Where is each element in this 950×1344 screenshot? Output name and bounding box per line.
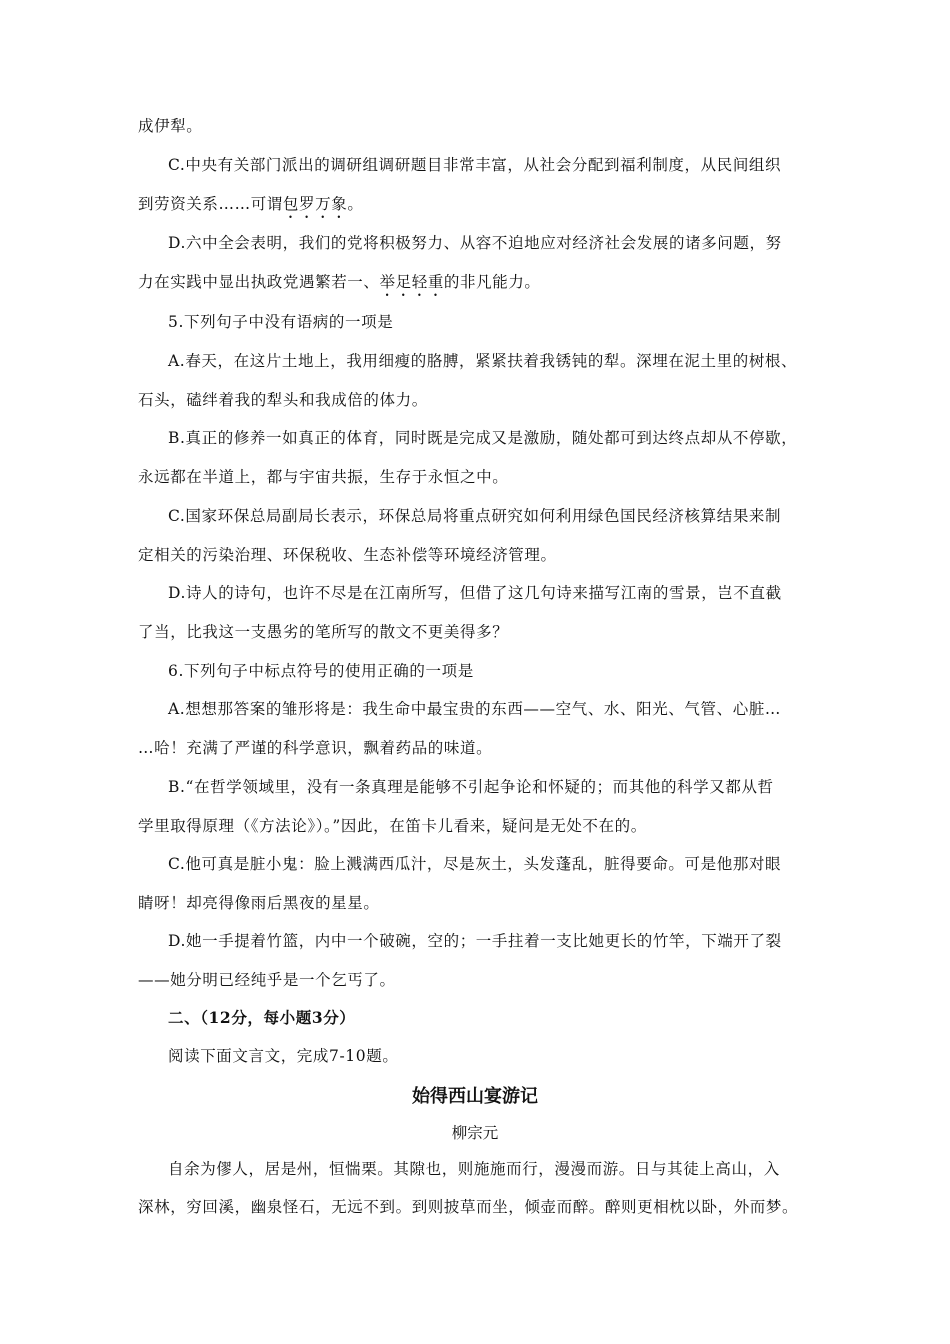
text-span: 。 [347,195,364,213]
text-line: 成伊犁。 [138,117,203,135]
option-5b-line1: B.真正的修养一如真正的体育，同时既是完成又是激励，随处都可到达终点却从不停歇， [168,429,798,447]
emphasized-idiom: 包罗万象 [282,195,348,213]
option-5a-line2: 石头，磕绊着我的犁头和我成倍的体力。 [138,391,428,409]
passage-title: 始得西山宴游记 [412,1086,538,1107]
option-4c-line2 [138,194,818,222]
option-6c-line2: 睛呀！却亮得像雨后黑夜的星星。 [138,894,380,912]
option-5a-line1: A.春天，在这片土地上，我用细瘦的胳膊，紧紧扶着我锈钝的犁。深埋在泥土里的树根、 [168,352,798,370]
option-5c-line2: 定相关的污染治理、环保税收、生态补偿等环境经济管理。 [138,546,557,564]
option-5d-line2: 了当，比我这一支愚劣的笔所写的散文不更美得多？ [138,623,509,641]
option-6b-line2: 学里取得原理（《方法论》）。”因此，在笛卡儿看来，疑问是无处不在的。 [138,817,647,835]
option-6a-line1: A.想想那答案的雏形将是：我生命中最宝贵的东西——空气、水、阳光、气管、心脏… [168,700,782,718]
reading-instruction: 阅读下面文言文，完成7-10题。 [168,1047,399,1065]
option-6c-line1: C.他可真是脏小鬼：脸上溅满西瓜汁，尽是灰土，头发蓬乱，脏得要命。可是他那对眼 [168,855,782,873]
text-span: 到劳资关系……可谓 [138,195,283,213]
passage-author: 柳宗元 [451,1124,499,1142]
option-6d-line1: D.她一手提着竹篮，内中一个破碗，空的；一手拄着一支比她更长的竹竿，下端开了裂 [168,932,782,950]
option-5b-line2: 永远都在半道上，都与宇宙共振，生存于永恒之中。 [138,468,509,486]
question-6-stem: 6.下列句子中标点符号的使用正确的一项是 [168,662,474,680]
question-5-stem: 5.下列句子中没有语病的一项是 [168,313,394,331]
option-6d-line2: ——她分明已经纯乎是一个乞丐了。 [138,971,396,989]
text-span: 的非凡能力。 [443,273,541,291]
passage-line1: 自余为僇人，居是州，恒惴栗。其隙也，则施施而行，漫漫而游。日与其徒上高山，入 [168,1160,780,1178]
option-4d-line2 [138,272,818,300]
option-6a-line2: …哈！充满了严谨的科学意识，飘着药品的味道。 [138,739,493,757]
emphasized-idiom: 举足轻重 [379,273,444,291]
option-4d-line1: D.六中全会表明，我们的党将积极努力、从容不迫地应对经济社会发展的诸多问题，努 [168,234,782,252]
section-heading: 二、（12分，每小题3分） [168,1008,356,1027]
text-span: 力在实践中显出执政党遇繁若一、 [138,273,380,291]
option-4c-line1: C.中央有关部门派出的调研组调研题目非常丰富，从社会分配到福利制度，从民间组织 [168,156,782,174]
option-6b-line1: B.“在哲学领域里，没有一条真理是能够不引起争论和怀疑的；而其他的科学又都从哲 [168,778,774,796]
passage-line2: 深林，穷回溪，幽泉怪石，无远不到。到则披草而坐，倾壶而醉。醉则更相枕以卧，外而梦。 [138,1198,799,1216]
option-5c-line1: C.国家环保总局副局长表示，环保总局将重点研究如何利用绿色国民经济核算结果来制 [168,507,782,525]
option-5d-line1: D.诗人的诗句，也许不尽是在江南所写，但借了这几句诗来描写江南的雪景，岂不直截 [168,584,782,602]
